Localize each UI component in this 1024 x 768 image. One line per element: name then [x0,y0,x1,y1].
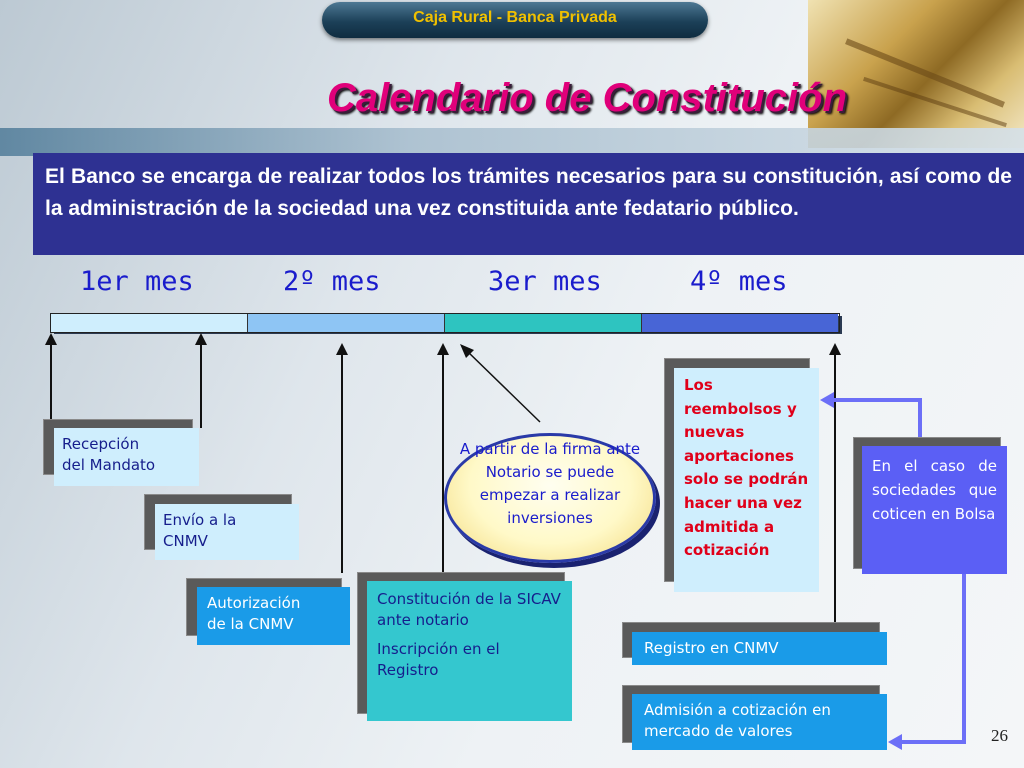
step-registro-cnmv: Registro en CNMV [632,632,887,665]
step-line: de la CNMV [207,615,294,633]
connector-admision [898,572,964,742]
step-line: del Mandato [62,456,156,474]
note-sociedades-bolsa: En el caso de sociedades que coticen en Bolsa [862,446,1007,574]
note-inversiones: A partir de la firma ante Notario se puede empezar a realizar inversiones [459,440,641,527]
diagonal-arrow-line [466,350,540,422]
note-reembolsos: Los reembolsos y nuevas aportaciones solo se podrán hacer una vez admitida a cotización [674,368,819,592]
step-line: Envío a la [163,511,237,529]
connector-admision-head [888,734,902,750]
step-inscripcion-text: Inscripción en el Registro [377,640,500,679]
connector-reembolsos-head [820,392,834,408]
month-label-4: 4º mes [690,266,788,297]
step-autorizacion-cnmv [197,587,350,645]
page-title: Calendario de Constitución [326,76,848,120]
step-line: Recepción [62,435,140,453]
intro-text: El Banco se encarga de realizar todos los trámites necesarios para su constitución, así como de la administración de la sociedad una vez constituida ante fedatario público. [33,153,1024,255]
step-admision-cotizacion: Admisión a cotización en mercado de valores [632,694,887,750]
step-line: CNMV [163,532,208,550]
step-constitucion-text: Constitución de la SICAV ante notario [377,590,561,629]
step-recepcion-mandato [54,428,199,486]
step-constitucion-inscripcion [367,581,572,721]
month-label-2: 2º mes [283,266,381,297]
brand-label: Caja Rural - Banca Privada [413,9,617,26]
month-label-1: 1er mes [80,266,194,297]
page-number: 26 [991,726,1008,745]
month-label-3: 3er mes [488,266,602,297]
step-line: Autorización [207,594,301,612]
step-envio-cnmv [155,504,299,560]
